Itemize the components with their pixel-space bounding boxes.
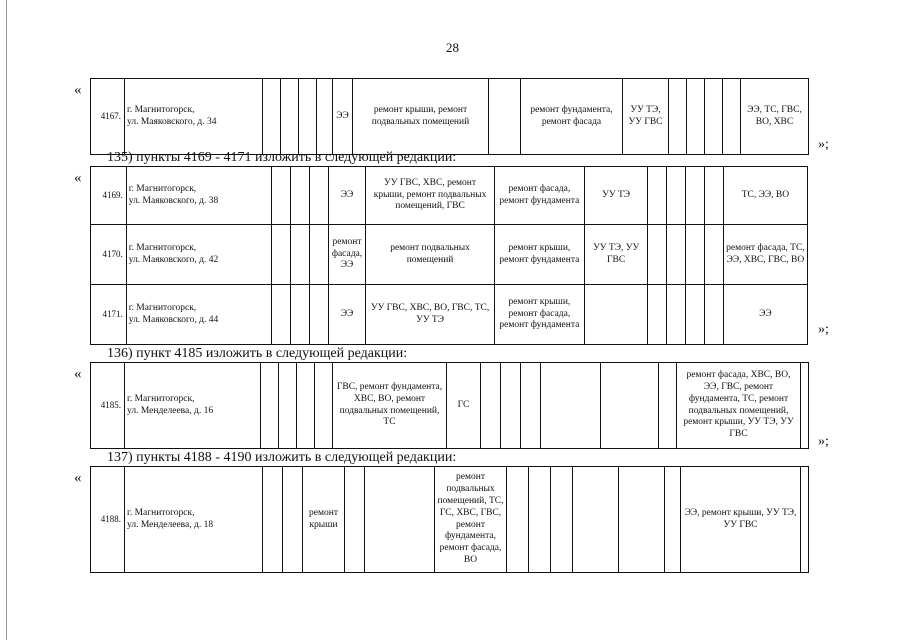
address-city: г. Магнитогорск, xyxy=(128,183,197,194)
table-cell: ремонт подвальных помещений xyxy=(366,225,494,285)
address-cell xyxy=(125,467,263,573)
table-cell xyxy=(541,363,601,449)
table-cell xyxy=(686,285,705,345)
table-cell xyxy=(309,225,328,285)
quote-close-mark: »; xyxy=(818,434,829,449)
table-cell xyxy=(489,79,521,155)
table-cell: ЭЭ xyxy=(723,285,807,345)
table-cell xyxy=(309,167,328,225)
address-city: г. Магнитогорск, xyxy=(128,242,197,253)
table-cell: ЭЭ xyxy=(328,167,366,225)
table-cell: ремонт крыши, ремонт подвальных помещений xyxy=(353,79,489,155)
amendment-instruction: 135) пункты 4169 - 4171 изложить в следующей редакции: xyxy=(107,150,457,165)
table-cell xyxy=(667,285,686,345)
table-cell xyxy=(687,79,705,155)
table-cell xyxy=(263,79,281,155)
table-cell: УУ ТЭ, УУ ГВС xyxy=(623,79,669,155)
quote-close-mark: »; xyxy=(818,137,829,152)
table-cell xyxy=(365,467,435,573)
table-cell xyxy=(299,79,317,155)
address-street: ул. Маяковского, д. 42 xyxy=(128,254,219,265)
row-number: 4170. xyxy=(91,225,127,285)
amendment-instruction: 137) пункты 4188 - 4190 изложить в следующей редакции: xyxy=(107,450,457,465)
table-item-4167 xyxy=(90,78,809,155)
table-cell xyxy=(619,467,665,573)
address-street: ул. Менделеева, д. 18 xyxy=(127,519,214,530)
table-cell xyxy=(481,363,501,449)
table-cell xyxy=(704,225,723,285)
table-cell: УУ ГВС, ХВС, ремонт крыши, ремонт подвальных помещений, ГВС xyxy=(366,167,494,225)
table-cell: ЭЭ xyxy=(328,285,366,345)
table-cell: ремонт фасада, ремонт фундамента xyxy=(494,167,584,225)
row-number: 4171. xyxy=(91,285,127,345)
table-cell xyxy=(648,167,667,225)
table-row xyxy=(91,363,809,449)
table-cell xyxy=(705,79,723,155)
quote-close-mark: »; xyxy=(818,322,829,337)
table-cell xyxy=(317,79,333,155)
page-number: 28 xyxy=(446,40,459,55)
table-cell xyxy=(551,467,573,573)
quote-open-mark: « xyxy=(74,82,82,98)
table-cell xyxy=(271,167,290,225)
address-street: ул. Менделеева, д. 16 xyxy=(127,405,214,416)
address-cell xyxy=(125,79,263,155)
table-cell: ремонт фундамента, ремонт фасада xyxy=(521,79,623,155)
table-row xyxy=(91,167,808,225)
table-cell xyxy=(290,167,309,225)
amendment-instruction: 136) пункт 4185 изложить в следующей редакции: xyxy=(107,346,408,361)
table-row xyxy=(91,225,808,285)
address-cell xyxy=(126,285,271,345)
table-cell xyxy=(704,285,723,345)
table-item-4188 xyxy=(90,466,809,573)
table-cell xyxy=(283,467,303,573)
table-cell xyxy=(667,167,686,225)
table-cell: ремонт крыши xyxy=(303,467,345,573)
address-cell xyxy=(126,167,271,225)
row-number: 4167. xyxy=(91,79,125,155)
table-cell xyxy=(704,167,723,225)
table-cell xyxy=(279,363,297,449)
address-street: ул. Маяковского, д. 44 xyxy=(128,314,219,325)
table-row xyxy=(91,79,809,155)
table-cell: ремонт крыши, ремонт фасада, ремонт фундамента xyxy=(494,285,584,345)
address-city: г. Магнитогорск, xyxy=(127,104,195,115)
table-cell xyxy=(271,285,290,345)
table-cell: ГС xyxy=(447,363,481,449)
address-cell xyxy=(125,363,261,449)
table-cell: ремонт подвальных помещений, ТС, ГС, ХВС, ГВС, ремонт фундамента, ремонт фасада, ВО xyxy=(435,467,507,573)
address-cell xyxy=(126,225,271,285)
table-cell: ЭЭ xyxy=(333,79,353,155)
table-cell xyxy=(309,285,328,345)
page-edge-line xyxy=(6,0,7,640)
table-cell: УУ ТЭ, УУ ГВС xyxy=(585,225,648,285)
table-cell xyxy=(573,467,619,573)
table-cell: ремонт крыши, ремонт фундамента xyxy=(494,225,584,285)
table-row xyxy=(91,467,809,573)
table-cell: УУ ГВС, ХВС, ВО, ГВС, ТС, УУ ТЭ xyxy=(366,285,494,345)
address-city: г. Магнитогорск, xyxy=(128,302,197,313)
table-item-4185 xyxy=(90,362,809,449)
quote-open-mark: « xyxy=(74,470,82,486)
table-cell: ремонт фасада, ХВС, ВО, ЭЭ, ГВС, ремонт фундамента, ТС, ремонт подвальных помещений, ремонт крыши, УУ ТЭ, УУ ГВС xyxy=(677,363,801,449)
table-cell xyxy=(261,363,279,449)
table-cell xyxy=(648,225,667,285)
table-cell xyxy=(529,467,551,573)
table-cell xyxy=(281,79,299,155)
row-number: 4169. xyxy=(91,167,127,225)
table-cell: ГВС, ремонт фундамента, ХВС, ВО, ремонт подвальных помещений, ТС xyxy=(333,363,447,449)
table-cell xyxy=(345,467,365,573)
table-cell xyxy=(686,167,705,225)
table-cell xyxy=(501,363,521,449)
row-number: 4188. xyxy=(91,467,125,573)
table-cell xyxy=(665,467,681,573)
row-number: 4185. xyxy=(91,363,125,449)
table-items-4169-4171 xyxy=(90,166,808,345)
address-street: ул. Маяковского, д. 38 xyxy=(128,195,219,206)
table-cell: ТС, ЭЭ, ВО xyxy=(723,167,807,225)
table-cell xyxy=(585,285,648,345)
table-cell xyxy=(801,363,809,449)
table-cell: ЭЭ, ремонт крыши, УУ ТЭ, УУ ГВС xyxy=(681,467,801,573)
table-cell xyxy=(521,363,541,449)
address-street: ул. Маяковского, д. 34 xyxy=(127,116,217,127)
table-cell xyxy=(669,79,687,155)
table-cell xyxy=(601,363,659,449)
address-city: г. Магнитогорск, xyxy=(127,507,195,518)
table-cell: ЭЭ, ТС, ГВС, ВО, ХВС xyxy=(741,79,809,155)
quote-open-mark: « xyxy=(74,366,82,382)
table-row xyxy=(91,285,808,345)
table-cell xyxy=(263,467,283,573)
table-cell xyxy=(686,225,705,285)
table-cell xyxy=(290,285,309,345)
table-cell xyxy=(667,225,686,285)
table-cell xyxy=(290,225,309,285)
table-cell xyxy=(315,363,333,449)
table-cell xyxy=(659,363,677,449)
table-cell: ремонт фасада, ЭЭ xyxy=(328,225,366,285)
table-cell: УУ ТЭ xyxy=(585,167,648,225)
table-cell xyxy=(801,467,809,573)
address-city: г. Магнитогорск, xyxy=(127,393,195,404)
table-cell xyxy=(297,363,315,449)
table-cell xyxy=(271,225,290,285)
quote-open-mark: « xyxy=(74,170,82,186)
table-cell xyxy=(648,285,667,345)
table-cell xyxy=(723,79,741,155)
table-cell: ремонт фасада, ТС, ЭЭ, ХВС, ГВС, ВО xyxy=(723,225,807,285)
table-cell xyxy=(507,467,529,573)
